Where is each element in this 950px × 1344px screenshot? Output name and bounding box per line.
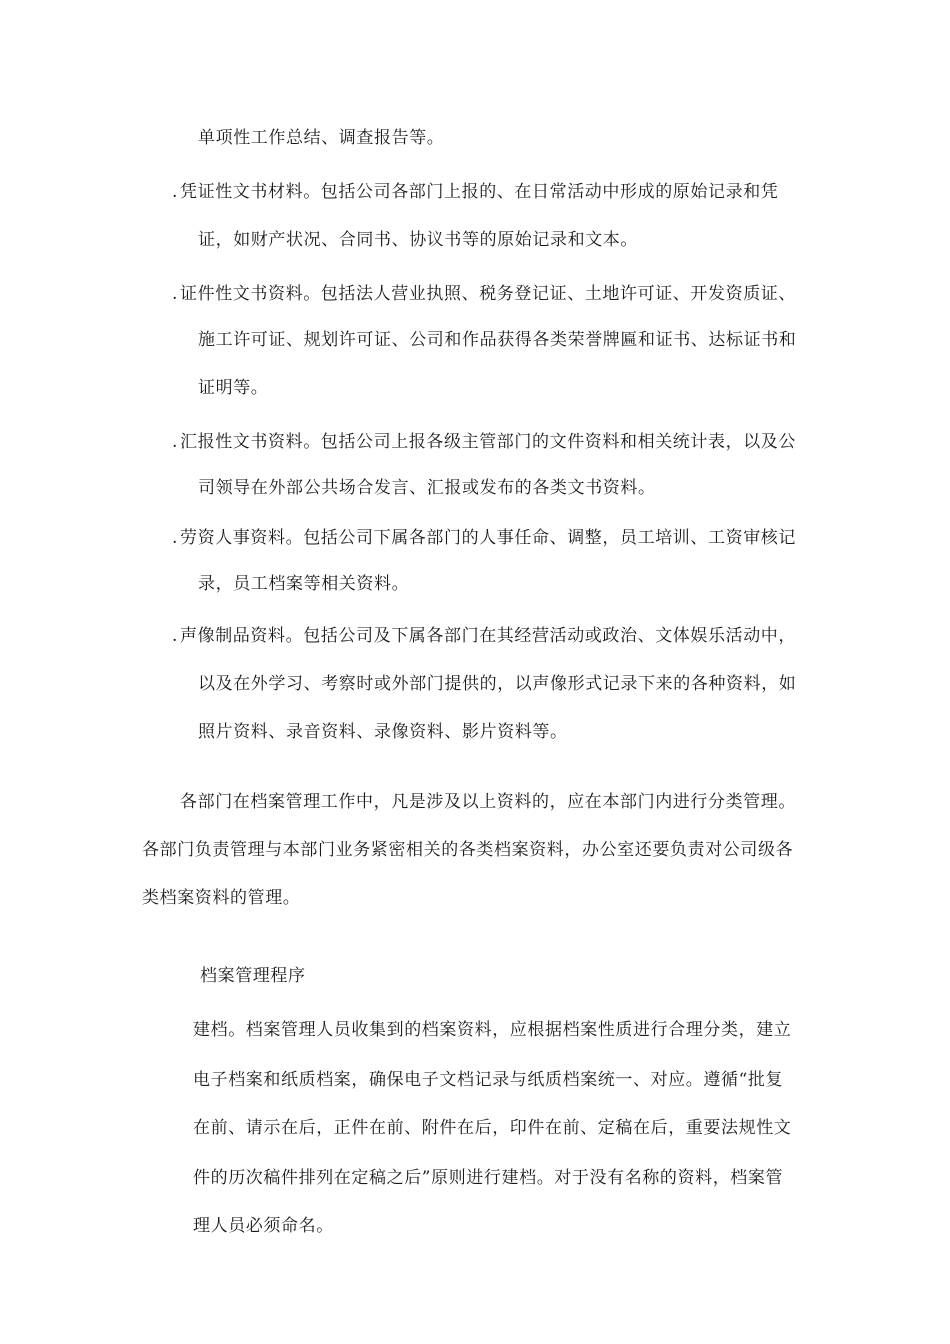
list-item-continuation: 司领导在外部公共场合发言、汇报或发布的各类文书资料。 [198,478,656,498]
list-item-text: 证件性文书资料。包括法人营业执照、税务登记证、土地许可证、开发资质证、 [180,284,796,304]
section-heading: 档案管理程序 [200,966,306,986]
list-item-text: 凭证性文书材料。包括公司各部门上报的、在日常活动中形成的原始记录和凭 [180,182,779,202]
summary-paragraph-line: 各部门在档案管理工作中，凡是涉及以上资料的，应在本部门内进行分类管理。 [180,792,796,812]
item-marker: . [172,528,179,548]
intro-continuation: 单项性工作总结、调查报告等。 [198,128,445,148]
list-item-continuation: 施工许可证、规划许可证、公司和作品获得各类荣誉牌匾和证书、达标证书和 [198,330,797,350]
list-item [172,526,796,550]
item-marker: . [172,182,179,202]
list-item-continuation: 以及在外学习、考察时或外部门提供的，以声像形式记录下来的各种资料，如 [198,674,797,694]
procedure-paragraph-line: 理人员必须命名。 [193,1216,334,1236]
procedure-paragraph-line: 电子档案和纸质档案，确保电子文档记录与纸质档案统一、对应。遵循“批复 [193,1070,784,1090]
list-item [172,430,796,454]
list-item-continuation: 录，员工档案等相关资料。 [198,574,410,594]
summary-paragraph-line: 类档案资料的管理。 [142,888,301,908]
list-item-text: 声像制品资料。包括公司及下属各部门在其经营活动或政治、文体娱乐活动中， [180,626,796,646]
procedure-paragraph-line: 件的历次稿件排列在定稿之后”原则进行建档。对于没有名称的资料，档案管 [193,1168,784,1188]
list-item [172,282,796,306]
list-item [172,624,796,648]
list-item-text: 劳资人事资料。包括公司下属各部门的人事任命、调整，员工培训、工资审核记 [180,528,796,548]
list-item-continuation: 证，如财产状况、合同书、协议书等的原始记录和文本。 [198,230,638,250]
list-item-continuation: 照片资料、录音资料、录像资料、影片资料等。 [198,722,568,742]
item-marker: . [172,284,179,304]
item-marker: . [172,626,179,646]
item-marker: . [172,432,179,452]
procedure-paragraph-line: 在前、请示在后，正件在前、附件在后，印件在前、定稿在后，重要法规性文 [193,1118,792,1138]
list-item [172,180,778,204]
summary-paragraph-line: 各部门负责管理与本部门业务紧密相关的各类档案资料，办公室还要负责对公司级各 [142,840,794,860]
list-item-continuation: 证明等。 [198,378,269,398]
procedure-paragraph-line: 建档。档案管理人员收集到的档案资料，应根据档案性质进行合理分类，建立 [193,1020,792,1040]
list-item-text: 汇报性文书资料。包括公司上报各级主管部门的文件资料和相关统计表，以及公 [180,432,796,452]
